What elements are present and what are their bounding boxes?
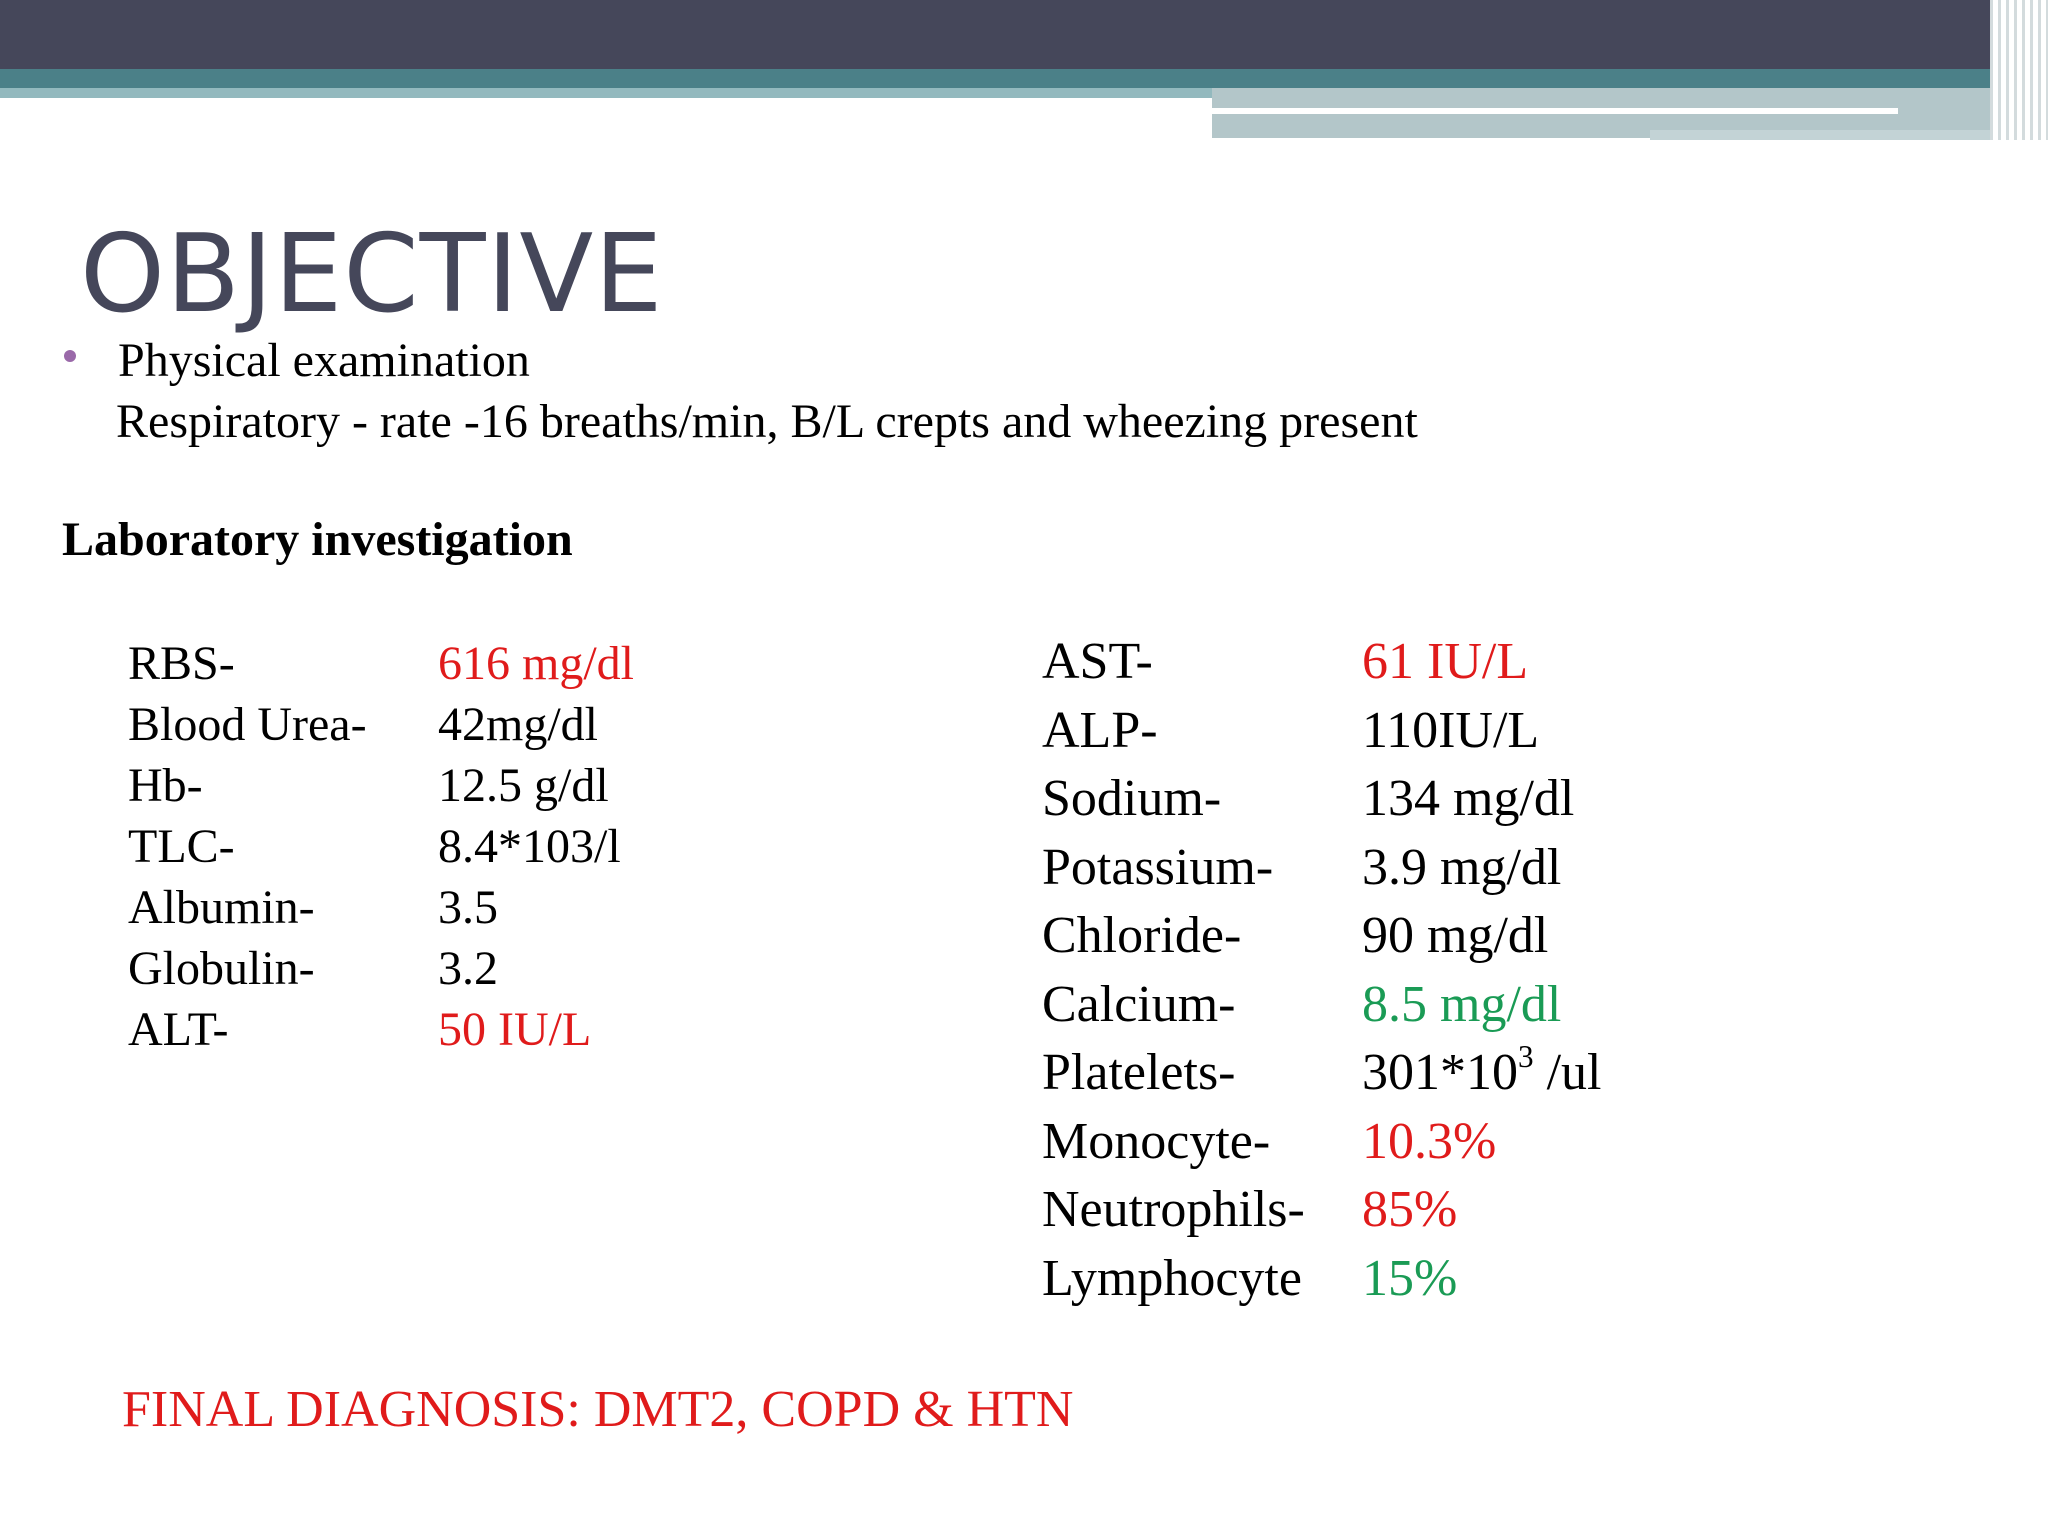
lab-row: [1042, 906, 1602, 975]
lab-row: [1042, 975, 1602, 1044]
lab-name: Potassium-: [1042, 838, 1274, 896]
lab-value: 8.4*103/l: [438, 820, 621, 873]
lab-name: Albumin-: [128, 881, 315, 934]
lab-name: Blood Urea-: [128, 698, 367, 751]
lab-value: 12.5 g/dl: [438, 759, 609, 812]
lab-row: [1042, 701, 1602, 770]
lab-value: 42mg/dl: [438, 698, 599, 751]
lab-name: Lymphocyte: [1042, 1249, 1302, 1307]
lab-name: ALT-: [128, 1003, 229, 1056]
lab-row: [1042, 1180, 1602, 1249]
respiratory-findings: Respiratory - rate -16 breaths/min, B/L crepts and wheezing present: [116, 395, 1418, 448]
final-diagnosis: FINAL DIAGNOSIS: DMT2, COPD & HTN: [122, 1381, 1074, 1438]
lab-row: [128, 941, 634, 1002]
lab-value: 8.5 mg/dl: [1362, 975, 1562, 1033]
lab-row: [1042, 1249, 1602, 1318]
lab-name: Hb-: [128, 759, 203, 812]
lab-name: ALP-: [1042, 701, 1158, 759]
lab-row: [128, 819, 634, 880]
slide-title: OBJECTIVE: [80, 212, 664, 337]
platelets-value-exponent: 3: [1518, 1039, 1534, 1075]
lab-list-right: [1042, 632, 1602, 1317]
lab-name: Calcium-: [1042, 975, 1236, 1033]
lab-name: Globulin-: [128, 942, 315, 995]
lab-value: [1362, 1039, 1602, 1102]
header-band-highlight: [1212, 108, 1898, 114]
bullet-dot-icon: [64, 350, 76, 362]
lab-value: 50 IU/L: [438, 1003, 592, 1056]
bullet-physical-examination: Physical examination: [118, 334, 530, 387]
header-band-teal: [0, 69, 2048, 88]
lab-row: [128, 1002, 634, 1063]
lab-value: 85%: [1362, 1181, 1458, 1238]
lab-name: Sodium-: [1042, 770, 1222, 827]
lab-name: RBS-: [128, 637, 235, 690]
lab-row: [1042, 1039, 1602, 1112]
lab-value: 3.2: [438, 942, 498, 995]
lab-row: [1042, 769, 1602, 838]
lab-value: 616 mg/dl: [438, 637, 635, 690]
lab-name: Chloride-: [1042, 907, 1242, 964]
platelets-value-base: 301*10: [1362, 1044, 1518, 1101]
lab-name: Neutrophils-: [1042, 1181, 1305, 1238]
lab-value: 10.3%: [1362, 1112, 1497, 1170]
lab-name: Platelets-: [1042, 1044, 1236, 1101]
header-band-gray-lower: [1650, 130, 2048, 140]
lab-name: Monocyte-: [1042, 1112, 1271, 1170]
lab-row: [1042, 632, 1602, 701]
lab-value: 3.9 mg/dl: [1362, 838, 1562, 896]
lab-heading: Laboratory investigation: [62, 513, 573, 566]
lab-row: [128, 697, 634, 758]
lab-value: 61 IU/L: [1362, 633, 1529, 690]
lab-value: 15%: [1362, 1249, 1458, 1307]
header-band-dark: [0, 0, 2048, 69]
lab-row: [1042, 838, 1602, 907]
header-vertical-stripes: [1990, 0, 2048, 140]
lab-row: [128, 636, 634, 697]
header-band-teal-light: [0, 88, 1212, 98]
lab-row: [128, 880, 634, 941]
lab-value: 110IU/L: [1362, 701, 1540, 759]
lab-value: 90 mg/dl: [1362, 907, 1549, 964]
lab-name: AST-: [1042, 633, 1153, 690]
lab-value: 134 mg/dl: [1362, 770, 1575, 827]
lab-list-left: [128, 636, 634, 1063]
lab-row: [128, 758, 634, 819]
lab-name: TLC-: [128, 820, 235, 873]
lab-row: [1042, 1112, 1602, 1181]
platelets-value-unit: /ul: [1533, 1044, 1602, 1101]
lab-value: 3.5: [438, 881, 498, 934]
